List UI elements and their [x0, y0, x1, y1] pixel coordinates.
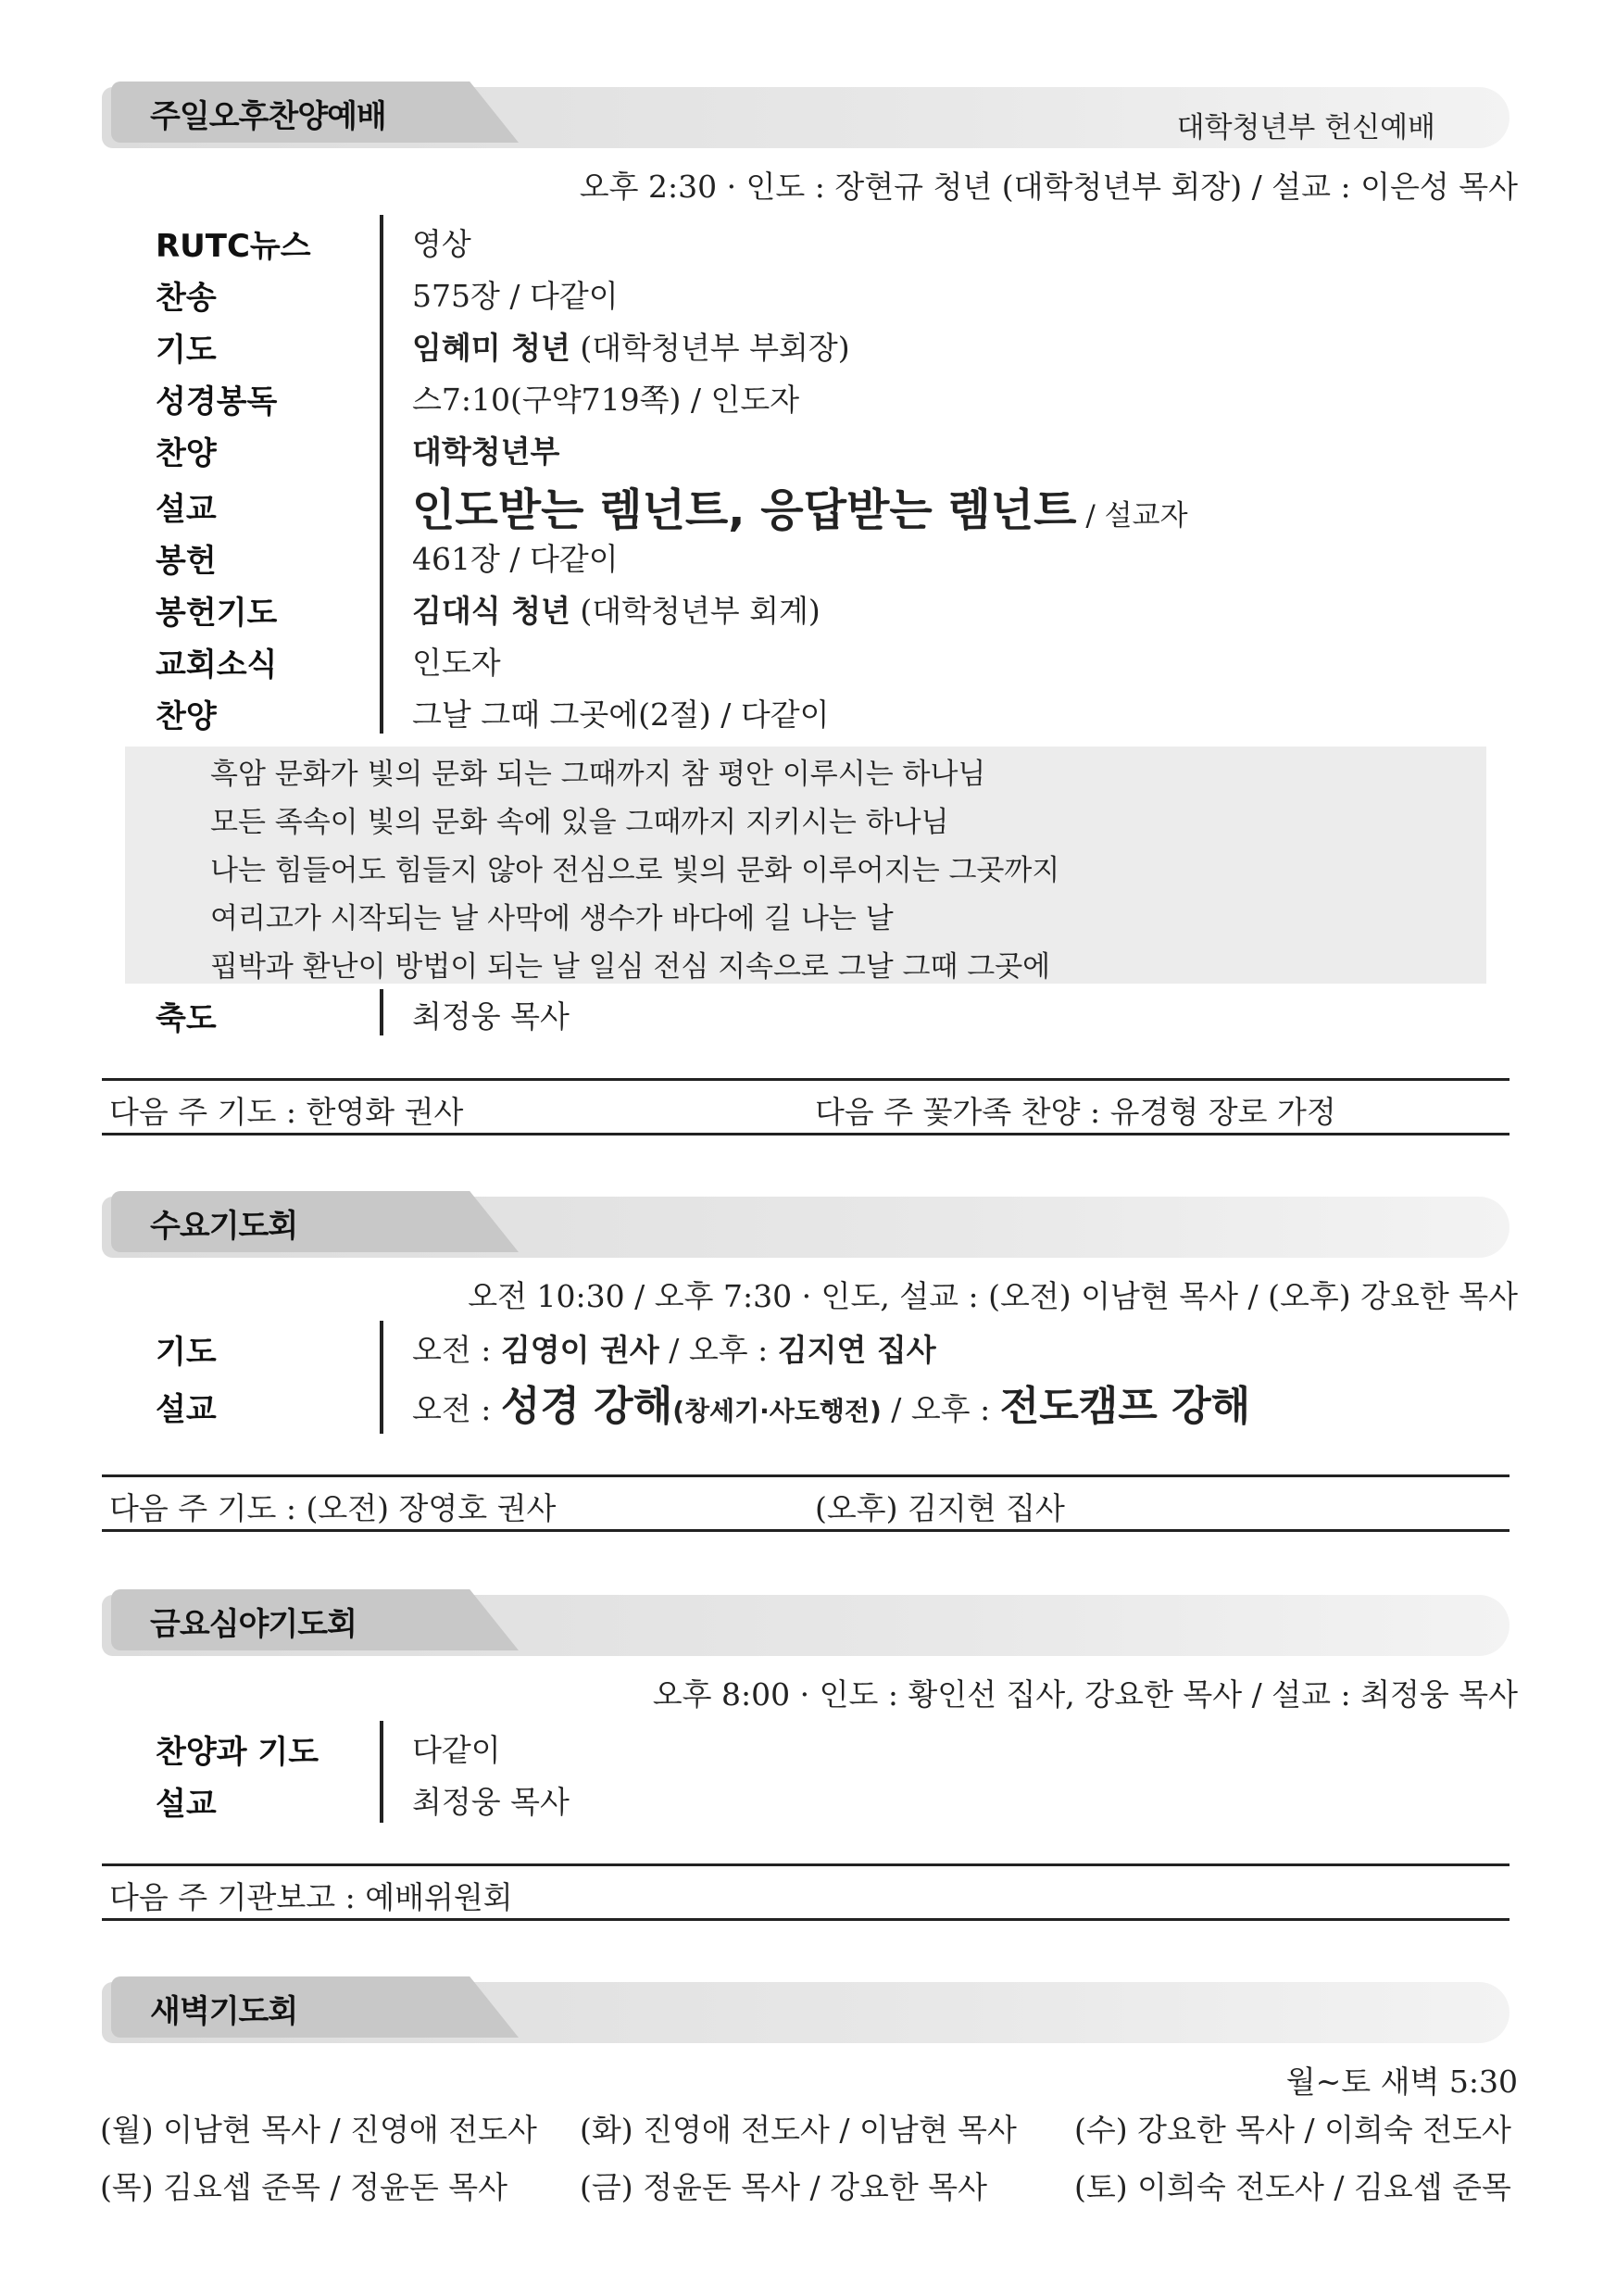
sunday-next-week — [102, 1078, 1510, 1135]
dawn-section-header — [102, 1976, 1510, 2045]
am-sermon-title: 성경 강해 — [500, 1383, 673, 1430]
dawn-schedule-tue: (화) 진영애 전도사 / 이남현 목사 — [580, 2112, 1017, 2148]
friday-title: 금요심야기도회 — [150, 1606, 357, 1643]
order-label: RUTC뉴스 — [156, 228, 311, 265]
order-value: 영상 — [412, 226, 471, 262]
order-value: 오전 : 성경 강해(창세기·사도행전) / 오후 : 전도캠프 강해 — [412, 1383, 1251, 1430]
sunday-info: 오후 2:30 · 인도 : 장현규 청년 (대학청년부 회장) / 설교 : 이은성 목사 — [579, 169, 1518, 205]
order-label: 설교 — [156, 1391, 217, 1428]
wednesday-title: 수요기도회 — [150, 1208, 298, 1245]
order-label: 찬양 — [156, 435, 217, 472]
lyrics-line: 모든 족속이 빛의 문화 속에 있을 그때까지 지키시는 하나님 — [210, 806, 949, 839]
order-label: 기도 — [156, 1334, 217, 1371]
order-value: 575장 / 다같이 — [412, 278, 619, 314]
next-week-prayer-pm: (오후) 김지현 집사 — [815, 1490, 1065, 1526]
order-value: 스7:10(구약719쪽) / 인도자 — [412, 382, 800, 418]
order-value: 오전 : 김영이 권사 / 오후 : 김지연 집사 — [412, 1332, 936, 1368]
order-label: 축도 — [156, 1000, 217, 1037]
order-label: 봉헌기도 — [156, 595, 278, 632]
order-value: 김대식 청년 (대학청년부 회계) — [412, 593, 821, 629]
sermon-title: 인도받는 렘넌트, 응답받는 렘넌트 — [412, 484, 1077, 536]
order-label: 설교 — [156, 1786, 217, 1823]
order-value: 임혜미 청년 (대학청년부 부회장) — [412, 330, 850, 366]
wednesday-divider — [380, 1321, 383, 1434]
next-week-prayer: 다음 주 기도 : (오전) 장영호 권사 — [109, 1490, 557, 1526]
order-label: 찬양 — [156, 698, 217, 735]
sunday-title: 주일오후찬양예배 — [150, 98, 386, 135]
order-label: 기도 — [156, 332, 217, 369]
friday-next-week — [102, 1863, 1510, 1921]
friday-info: 오후 8:00 · 인도 : 황인선 집사, 강요한 목사 / 설교 : 최정웅 목사 — [652, 1676, 1518, 1713]
order-label: 성경봉독 — [156, 383, 278, 420]
dawn-schedule-thu: (목) 김요셉 준목 / 정윤돈 목사 — [100, 2169, 507, 2205]
sunday-divider — [380, 215, 383, 734]
order-label: 설교 — [156, 491, 217, 528]
benediction-divider — [380, 989, 383, 1035]
wednesday-next-week — [102, 1474, 1510, 1532]
friday-divider — [380, 1721, 383, 1823]
order-value: 최정웅 목사 — [412, 1784, 570, 1820]
wednesday-info: 오전 10:30 / 오후 7:30 · 인도, 설교 : (오전) 이남현 목사 / (오후) 강요한 목사 — [468, 1278, 1518, 1314]
dawn-title: 새벽기도회 — [150, 1993, 298, 2030]
next-week-prayer: 다음 주 기도 : 한영화 권사 — [109, 1094, 464, 1130]
order-value: 최정웅 목사 — [412, 998, 570, 1035]
sunday-section-header — [102, 82, 1510, 150]
order-value: 대학청년부 — [412, 433, 560, 470]
dawn-schedule-mon: (월) 이남현 목사 / 진영애 전도사 — [100, 2112, 537, 2148]
dawn-schedule-fri: (금) 정윤돈 목사 / 강요한 목사 — [580, 2169, 987, 2205]
pm-prayer-leader: 김지연 집사 — [777, 1332, 936, 1368]
dawn-time: 월~토 새벽 5:30 — [1285, 2064, 1518, 2100]
order-label: 찬양과 기도 — [156, 1734, 319, 1771]
sunday-subtitle: 대학청년부 헌신예배 — [1176, 111, 1435, 144]
dawn-schedule-wed: (수) 강요한 목사 / 이희숙 전도사 — [1074, 2112, 1511, 2148]
order-value: 461장 / 다같이 — [412, 541, 619, 577]
lyrics-line: 핍박과 환난이 방법이 되는 날 일심 전심 지속으로 그날 그때 그곳에 — [210, 950, 1051, 984]
wednesday-section-header — [102, 1191, 1510, 1260]
order-label: 봉헌 — [156, 543, 217, 580]
order-value: 다같이 — [412, 1732, 501, 1768]
order-label: 찬송 — [156, 280, 217, 317]
lyrics-box — [125, 747, 1486, 984]
order-value: 인도자 — [412, 645, 501, 681]
offering-prayer-leader: 김대식 청년 — [412, 593, 570, 629]
dawn-schedule-sat: (토) 이희숙 전도사 / 김요셉 준목 — [1074, 2169, 1511, 2205]
order-value: 인도받는 렘넌트, 응답받는 렘넌트 / 설교자 — [412, 484, 1188, 536]
am-prayer-leader: 김영이 권사 — [500, 1332, 659, 1368]
prayer-leader: 임혜미 청년 — [412, 330, 570, 366]
order-label: 교회소식 — [156, 646, 278, 684]
lyrics-line: 나는 힘들어도 힘들지 않아 전심으로 빛의 문화 이루어지는 그곳까지 — [210, 854, 1060, 887]
next-week-report: 다음 주 기관보고 : 예배위원회 — [109, 1879, 513, 1915]
lyrics-line: 여리고가 시작되는 날 사막에 생수가 바다에 길 나는 날 — [210, 902, 894, 935]
lyrics-line: 흑암 문화가 빛의 문화 되는 그때까지 참 평안 이루시는 하나님 — [210, 758, 986, 791]
pm-sermon-title: 전도캠프 강해 — [999, 1383, 1251, 1430]
next-week-praise: 다음 주 꽃가족 찬양 : 유경형 장로 가정 — [815, 1094, 1336, 1130]
friday-section-header — [102, 1589, 1510, 1658]
order-value: 그날 그때 그곳에(2절) / 다같이 — [412, 696, 830, 733]
